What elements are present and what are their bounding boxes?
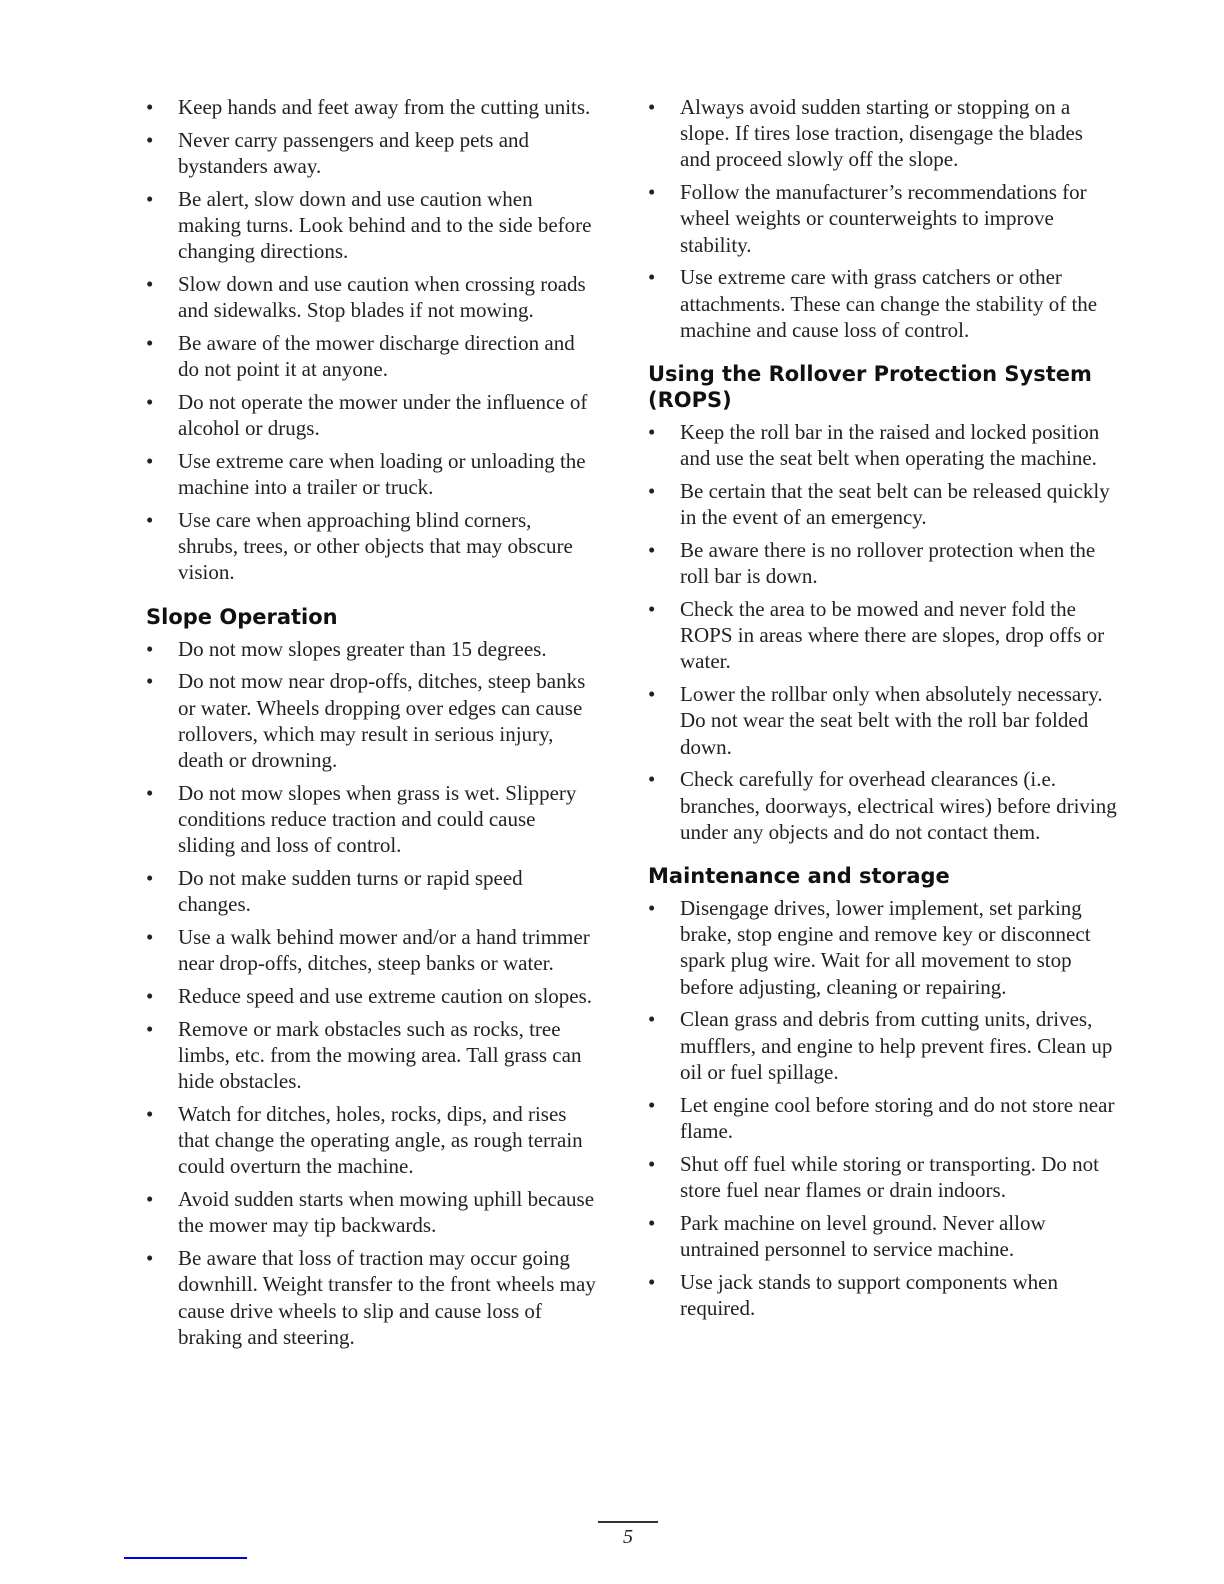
list-item-text: Be certain that the seat belt can be released quickly in the event of an emergency. (680, 479, 1110, 530)
list-item (648, 895, 1118, 1000)
list-item-text: Never carry passengers and keep pets and bystanders away. (178, 127, 530, 178)
list-item-text: Always avoid sudden starting or stopping on a slope. If tires lose traction, disengage the blades and proceed slowly off the slope. (680, 95, 1083, 172)
slope-operation-list (146, 636, 596, 1350)
list-item-text: Do not mow slopes greater than 15 degrees. (178, 636, 547, 661)
list-item (146, 448, 596, 500)
list-item-text: Follow the manufacturer’s recommendations for wheel weights or counterweights to improve stability. (680, 180, 1087, 257)
list-item-text: Reduce speed and use extreme caution on slopes. (178, 984, 593, 1009)
list-item-text: Be aware of the mower discharge direction and do not point it at anyone. (178, 331, 575, 382)
page-number-rule (598, 1521, 658, 1523)
bullet-icon: • (146, 449, 154, 473)
list-item (648, 537, 1118, 589)
bullet-icon: • (146, 866, 154, 891)
bullet-icon: • (648, 95, 656, 119)
bullet-icon: • (648, 682, 656, 707)
list-item-text: Disengage drives, lower implement, set parking brake, stop engine and remove key or disconnect spark plug wire. Wait for all movement to stop before adjusting, cleaning or repairing. (680, 896, 1091, 999)
bullet-icon: • (146, 127, 154, 152)
bullet-icon: • (648, 479, 656, 504)
list-item (648, 264, 1118, 343)
list-item-text: Keep the roll bar in the raised and locked position and use the seat belt when operating the machine. (680, 420, 1100, 471)
list-item (648, 1151, 1118, 1203)
list-item (146, 636, 596, 662)
list-item (146, 507, 596, 586)
list-item-text: Shut off fuel while storing or transporting. Do not store fuel near flames or drain indoors. (680, 1151, 1099, 1202)
bullet-icon: • (648, 1007, 656, 1032)
bullet-icon: • (146, 390, 154, 414)
bullet-icon: • (146, 669, 154, 694)
bullet-icon: • (648, 538, 656, 563)
list-item-text: Be aware there is no rollover protection when the roll bar is down. (680, 538, 1096, 589)
list-item (146, 924, 596, 976)
list-item-text: Check carefully for overhead clearances (i.e. branches, doorways, electrical wires) before driving under any objects and do not contact them. (680, 767, 1117, 844)
bullet-icon: • (146, 1016, 154, 1041)
bullet-icon: • (146, 272, 154, 296)
rops-list (648, 419, 1118, 845)
bullet-icon: • (648, 1269, 656, 1294)
list-item-text: Be aware that loss of traction may occur going downhill. Weight transfer to the front wheels may cause drive wheels to slip and cause loss of braking and steering. (178, 1246, 596, 1349)
bullet-icon: • (146, 925, 154, 950)
bullet-icon: • (648, 597, 656, 622)
bullet-icon: • (146, 1187, 154, 1212)
bullet-icon: • (648, 896, 656, 921)
list-item (648, 1092, 1118, 1144)
list-item (648, 1006, 1118, 1085)
section-heading-maintenance: Maintenance and storage (648, 864, 950, 889)
bullet-icon: • (648, 767, 656, 792)
list-item (648, 1269, 1118, 1321)
list-item-text: Park machine on level ground. Never allow untrained personnel to service machine. (680, 1210, 1046, 1261)
list-item-text: Use a walk behind mower and/or a hand trimmer near drop-offs, ditches, steep banks or water. (178, 925, 590, 976)
list-item (146, 389, 596, 441)
list-item-text: Use extreme care with grass catchers or other attachments. These can change the stability of the machine and cause loss of control. (680, 265, 1098, 342)
list-item (648, 419, 1118, 471)
bullet-icon: • (648, 1151, 656, 1176)
list-item (146, 127, 596, 179)
list-item-text: Do not make sudden turns or rapid speed changes. (178, 866, 523, 917)
list-item (146, 1101, 596, 1180)
bullet-icon: • (146, 1246, 154, 1271)
left-column (146, 94, 596, 1357)
list-item-text: Slow down and use caution when crossing roads and sidewalks. Stop blades if not mowing. (178, 272, 586, 323)
bullet-icon: • (648, 265, 656, 290)
bullet-icon: • (146, 984, 154, 1009)
bullet-icon: • (648, 180, 656, 205)
list-item-text: Keep hands and feet away from the cutting units. (178, 95, 591, 119)
list-item (146, 1245, 596, 1350)
list-item-text: Do not operate the mower under the influence of alcohol or drugs. (178, 390, 588, 441)
list-item (146, 865, 596, 917)
list-item-text: Use care when approaching blind corners, shrubs, trees, or other objects that may obscure vision. (178, 508, 573, 585)
list-item (146, 330, 596, 382)
slope-continued-list (648, 94, 1118, 343)
list-item-text: Watch for ditches, holes, rocks, dips, and rises that change the operating angle, as rough terrain could overturn the machine. (178, 1102, 583, 1179)
list-item (146, 1016, 596, 1095)
footer-blue-rule (124, 1557, 247, 1559)
bullet-icon: • (146, 331, 154, 355)
bullet-icon: • (146, 186, 154, 211)
section-heading-slope-operation: Slope Operation (146, 604, 338, 629)
page-number: 5 (623, 1526, 633, 1548)
list-item (146, 1186, 596, 1238)
list-item (648, 94, 1118, 173)
list-item-text: Do not mow near drop-offs, ditches, steep banks or water. Wheels dropping over edges can cause rollovers, which may result in serious injury, death or drowning. (178, 669, 586, 773)
bullet-icon: • (146, 1102, 154, 1127)
list-item (648, 596, 1118, 675)
bullet-icon: • (146, 636, 154, 661)
list-item-text: Use jack stands to support components when required. (680, 1269, 1058, 1320)
bullet-icon: • (648, 1092, 656, 1117)
list-item (648, 478, 1118, 530)
bullet-icon: • (146, 508, 154, 532)
list-item-text: Avoid sudden starts when mowing uphill because the mower may tip backwards. (178, 1187, 595, 1238)
list-item (648, 681, 1118, 760)
list-item (146, 94, 596, 120)
list-item-text: Check the area to be mowed and never fold the ROPS in areas where there are slopes, drop offs or water. (680, 597, 1105, 674)
right-column (648, 94, 1118, 1328)
list-item (146, 186, 596, 265)
section-heading-rops: Using the Rollover Protection System (ROPS) (648, 362, 1092, 413)
bullet-icon: • (648, 1210, 656, 1235)
list-item-text: Remove or mark obstacles such as rocks, tree limbs, etc. from the mowing area. Tall grass can hide obstacles. (178, 1016, 582, 1094)
list-item (146, 983, 596, 1009)
bullet-icon: • (146, 780, 154, 805)
list-item-text: Lower the rollbar only when absolutely necessary. Do not wear the seat belt with the roll bar folded down. (680, 682, 1103, 759)
list-item-text: Do not mow slopes when grass is wet. Slippery conditions reduce traction and could cause sliding and loss of control. (178, 780, 577, 858)
list-item-text: Let engine cool before storing and do not store near flame. (680, 1092, 1115, 1143)
list-item-text: Be alert, slow down and use caution when making turns. Look behind and to the side before changing directions. (178, 186, 592, 264)
list-item (146, 780, 596, 859)
list-item (146, 271, 596, 323)
list-item (146, 668, 596, 773)
safety-list (146, 94, 596, 586)
list-item (648, 179, 1118, 258)
maintenance-list (648, 895, 1118, 1321)
bullet-icon: • (648, 420, 656, 445)
list-item (648, 766, 1118, 845)
bullet-icon: • (146, 95, 154, 119)
list-item (648, 1210, 1118, 1262)
list-item-text: Use extreme care when loading or unloading the machine into a trailer or truck. (178, 449, 586, 500)
list-item-text: Clean grass and debris from cutting units, drives, mufflers, and engine to help prevent fires. Clean up oil or fuel spillage. (680, 1007, 1113, 1084)
